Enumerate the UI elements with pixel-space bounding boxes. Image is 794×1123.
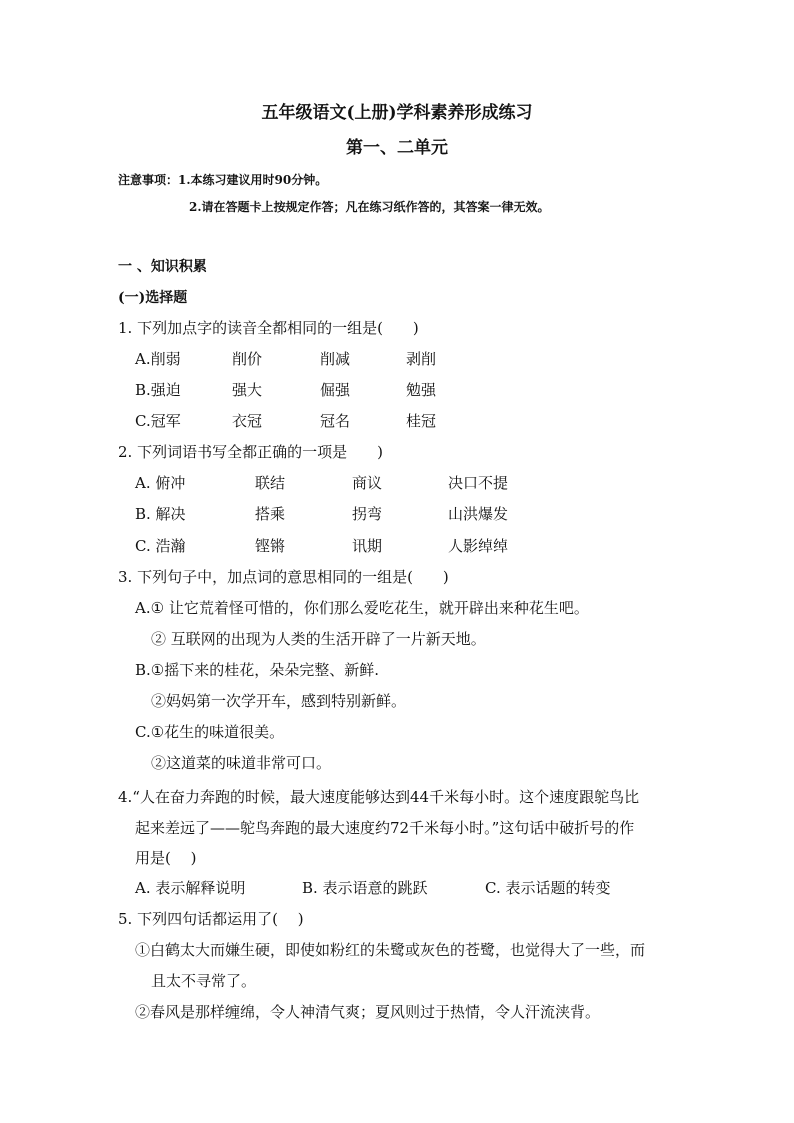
option-word: 决口不提 [448,474,509,492]
option-word: A. 俯冲 [135,474,186,492]
notes-line-1: 注意事项：1.本练习建议用时90分钟。 [118,173,328,187]
option-word: 剥削 [406,350,437,368]
question-4-line: 用是( ) [135,849,197,867]
option-word: 衣冠 [232,412,263,430]
question-4-line: 4.“人在奋力奔跑的时候，最大速度能够达到44千米每小时。这个速度跟鸵鸟比 [118,788,640,806]
option-word: 勉强 [406,381,437,399]
option-word: 铿锵 [255,537,286,555]
question-3-line: ②妈妈第一次学开车，感到特别新鲜。 [151,692,407,710]
question-3-line: ② 互联网的出现为人类的生活开辟了一片新天地。 [151,630,486,648]
section-title: 一 、知识积累 [118,259,207,275]
option-word: 山洪爆发 [448,505,509,523]
option-word: C.冠军 [135,412,181,430]
question-1-stem: 1. 下列加点字的读音全都相同的一组是( ) [118,319,419,337]
option-word: 拐弯 [352,505,383,523]
question-3-stem: 3. 下列句子中，加点词的意思相同的一组是( ) [118,568,449,586]
document-subtitle: 第一、二单元 [346,138,448,158]
option-word: 桂冠 [406,412,437,430]
option-text: B. 表示语意的跳跃 [302,879,428,897]
question-5-stem: 5. 下列四句话都运用了( ) [118,910,304,928]
option-text: A. 表示解释说明 [135,879,246,897]
question-3-line: ②这道菜的味道非常可口。 [151,754,332,772]
option-text: C. 表示话题的转变 [485,879,611,897]
notes-line-2: 2.请在答题卡上按规定作答；凡在练习纸作答的，其答案一律无效。 [189,200,550,214]
option-word: 削减 [320,350,351,368]
option-word: 倔强 [320,381,351,399]
option-word: 商议 [352,474,383,492]
question-5-line: 且太不寻常了。 [151,972,257,990]
option-word: 人影绰绰 [448,537,509,555]
option-word: 强大 [232,381,263,399]
question-4-line: 起来差远了——鸵鸟奔跑的最大速度约72千米每小时。”这句话中破折号的作 [135,819,635,837]
option-word: A.削弱 [135,350,181,368]
option-word: 削价 [232,350,263,368]
option-word: B. 解决 [135,505,186,523]
option-word: 冠名 [320,412,351,430]
option-word: 联结 [255,474,286,492]
question-5-line: ②春风是那样缠绵，令人神清气爽；夏风则过于热情，令人汗流浃背。 [135,1003,601,1021]
question-3-line: C.①花生的味道很美。 [135,723,285,741]
option-word: B.强迫 [135,381,181,399]
subsection-title: (一)选择题 [118,290,188,306]
question-5-line: ①白鹤太大而嫌生硬，即使如粉红的朱鹭或灰色的苍鹭，也觉得大了一些，而 [135,941,646,959]
document-title: 五年级语文(上册)学科素养形成练习 [261,103,533,123]
option-word: 搭乘 [255,505,286,523]
question-3-line: A.① 让它荒着怪可惜的，你们那么爱吃花生，就开辟出来种花生吧。 [135,599,589,617]
question-3-line: B.①摇下来的桂花，朵朵完整、新鲜. [135,661,380,679]
question-2-stem: 2. 下列词语书写全都正确的一项是 ) [118,443,383,461]
option-word: 讯期 [352,537,383,555]
option-word: C. 浩瀚 [135,537,186,555]
